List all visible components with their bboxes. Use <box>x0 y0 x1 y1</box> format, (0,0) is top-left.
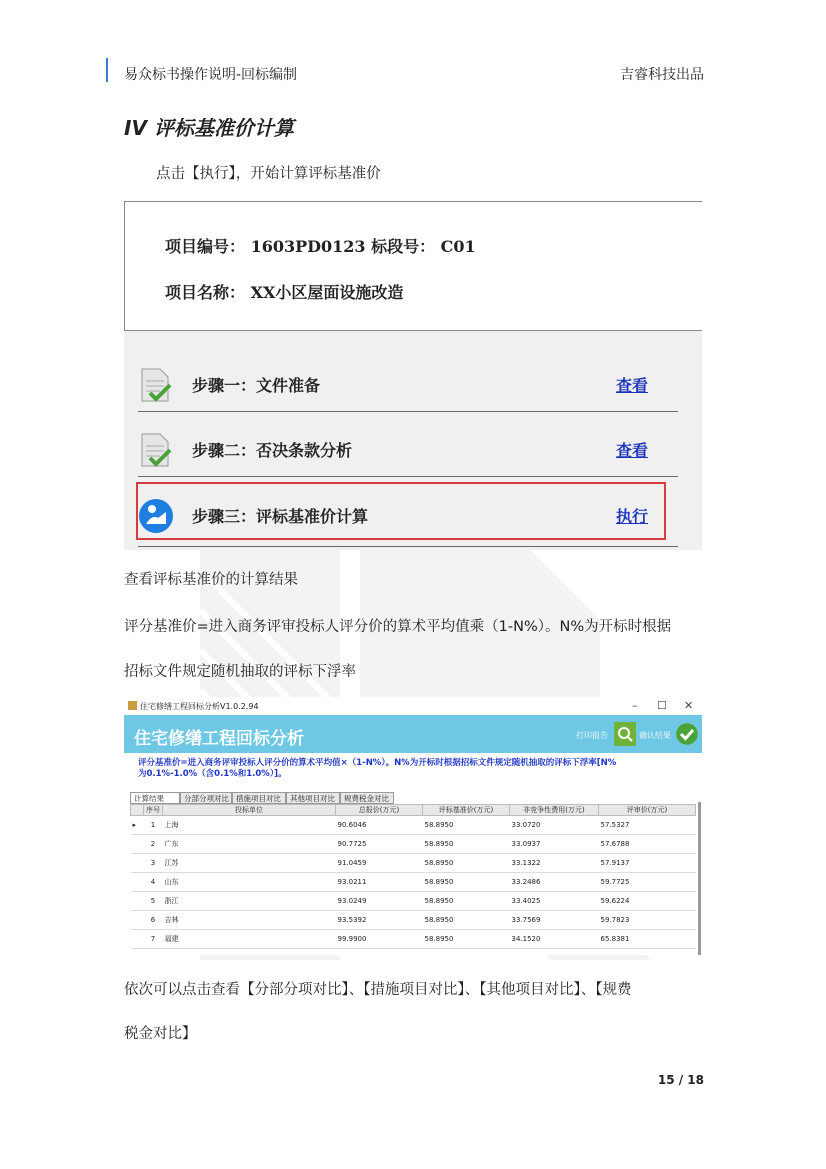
instruction-next-tabs-line2: 税金对比】 <box>124 1026 197 1042</box>
cell-review-price: 57.6788 <box>599 835 696 854</box>
tab-sub-item-compare[interactable]: 分部分项对比 <box>180 792 232 804</box>
cell-baseline: 58.8950 <box>423 930 510 949</box>
cell-noncompete: 34.1520 <box>510 930 599 949</box>
cell-total: 99.9900 <box>336 930 423 949</box>
cell-index: 5 <box>144 892 163 911</box>
cell-noncompete: 33.2486 <box>510 873 599 892</box>
formula-line1: 评分基准价=进入商务评审投标人评分价的算术平均值×（1-N%）。N%为开标时根据招标文件规定随机抽取的评标下浮率[N% <box>138 758 617 768</box>
cell-baseline: 58.8950 <box>423 911 510 930</box>
project-name-line: 项目名称： XX小区屋面设施改造 <box>165 283 404 302</box>
app-window-screenshot <box>124 697 702 955</box>
header-publisher: 吉睿科技出品 <box>620 67 704 83</box>
row-marker <box>131 911 144 930</box>
row-marker <box>131 835 144 854</box>
table-row[interactable] <box>131 892 696 911</box>
close-icon[interactable]: ✕ <box>684 699 694 712</box>
app-icon <box>128 701 137 710</box>
table-header-row <box>131 805 696 816</box>
tab-measure-compare[interactable]: 措施项目对比 <box>232 792 286 804</box>
minimize-icon[interactable]: – <box>632 699 638 712</box>
instruction-view-result: 查看评标基准价的计算结果 <box>124 572 298 588</box>
project-number-line: 项目编号： 1603PD0123 标段号： C01 <box>165 237 476 256</box>
cell-noncompete: 33.0937 <box>510 835 599 854</box>
cell-total: 91.0459 <box>336 854 423 873</box>
page-number: 15 / 18 <box>657 1073 704 1087</box>
cell-review-price: 59.7823 <box>599 911 696 930</box>
search-icon[interactable] <box>614 722 636 746</box>
cell-total: 93.0249 <box>336 892 423 911</box>
cell-bidder: 上海 <box>163 816 336 835</box>
column-header[interactable]: 评标基准价(万元) <box>423 805 510 816</box>
execute-link[interactable]: 执行 <box>615 507 648 526</box>
formula-description-line2: 招标文件规定随机抽取的评标下浮率 <box>124 664 356 680</box>
checkmark-icon[interactable] <box>676 723 698 745</box>
banner-title: 住宅修缮工程回标分析 <box>134 729 304 749</box>
header-doc-title: 易众标书操作说明-回标编制 <box>124 67 298 83</box>
cell-index: 2 <box>144 835 163 854</box>
cell-review-price: 57.5327 <box>599 816 696 835</box>
formula-text <box>138 758 616 780</box>
highlight-box <box>136 482 666 540</box>
cell-bidder: 浙江 <box>163 892 336 911</box>
view-link[interactable]: 查看 <box>615 441 648 460</box>
cell-noncompete: 33.4025 <box>510 892 599 911</box>
instruction-click-execute: 点击【执行】，开始计算评标基准价 <box>156 166 381 182</box>
row-marker <box>131 930 144 949</box>
section-title: IV 评标基准价计算 <box>124 116 294 140</box>
step-veto-analysis <box>138 420 678 476</box>
step-label: 步骤二：否决条款分析 <box>192 441 353 460</box>
cell-review-price: 57.9137 <box>599 854 696 873</box>
maximize-icon[interactable]: ☐ <box>657 699 667 712</box>
cell-bidder: 江苏 <box>163 854 336 873</box>
print-report-button[interactable]: 打印报告 <box>576 731 608 740</box>
document-check-icon <box>138 430 174 470</box>
column-header[interactable]: 非竞争性费用(万元) <box>510 805 599 816</box>
column-header[interactable]: 总报价(万元) <box>336 805 423 816</box>
cell-noncompete: 33.0720 <box>510 816 599 835</box>
cell-index: 6 <box>144 911 163 930</box>
document-check-icon <box>138 365 174 405</box>
project-info-box <box>124 201 702 331</box>
cell-total: 90.7725 <box>336 835 423 854</box>
divider <box>138 546 678 547</box>
result-table <box>130 804 696 949</box>
header-accent-bar <box>106 58 108 82</box>
cell-baseline: 58.8950 <box>423 816 510 835</box>
cell-total: 93.5392 <box>336 911 423 930</box>
cell-index: 3 <box>144 854 163 873</box>
formula-line2: 为0.1%-1.0%（含0.1%和1.0%）]。 <box>138 769 287 779</box>
cell-review-price: 59.6224 <box>599 892 696 911</box>
tab-fee-tax-compare[interactable]: 规费税金对比 <box>340 792 394 804</box>
instruction-next-tabs-line1: 依次可以点击查看【分部分项对比】、【措施项目对比】、【其他项目对比】、【规费 <box>124 982 632 998</box>
cell-index: 4 <box>144 873 163 892</box>
column-header[interactable]: 评审价(万元) <box>599 805 696 816</box>
row-marker <box>131 873 144 892</box>
column-header[interactable]: 序号 <box>144 805 163 816</box>
column-header[interactable]: 投标单位 <box>163 805 336 816</box>
row-marker <box>131 854 144 873</box>
cell-noncompete: 33.7569 <box>510 911 599 930</box>
cell-bidder: 福建 <box>163 930 336 949</box>
window-titlebar <box>124 697 702 715</box>
cell-baseline: 58.8950 <box>423 873 510 892</box>
cell-bidder: 吉林 <box>163 911 336 930</box>
view-link[interactable]: 查看 <box>615 376 648 395</box>
table-row[interactable] <box>131 873 696 892</box>
cell-bidder: 山东 <box>163 873 336 892</box>
table-row[interactable] <box>131 816 696 835</box>
cell-baseline: 58.8950 <box>423 835 510 854</box>
table-row[interactable] <box>131 930 696 949</box>
tab-calc-result[interactable]: 计算结果 <box>130 792 180 804</box>
cell-baseline: 58.8950 <box>423 854 510 873</box>
steps-screenshot <box>124 201 702 550</box>
cell-review-price: 59.7725 <box>599 873 696 892</box>
divider <box>138 411 678 412</box>
step-file-prep <box>138 355 678 411</box>
current-row-indicator: ▸ <box>131 816 144 835</box>
divider <box>138 476 678 477</box>
cell-index: 7 <box>144 930 163 949</box>
step-label: 步骤一：文件准备 <box>192 376 321 395</box>
row-marker-header <box>131 805 144 816</box>
row-marker <box>131 892 144 911</box>
step-label: 步骤三：评标基准价计算 <box>192 507 369 526</box>
cell-bidder: 广东 <box>163 835 336 854</box>
table-row[interactable] <box>131 911 696 930</box>
cell-total: 93.0211 <box>336 873 423 892</box>
cell-baseline: 58.8950 <box>423 892 510 911</box>
tab-other-compare[interactable]: 其他项目对比 <box>286 792 340 804</box>
confirm-result-button[interactable]: 确认结果 <box>639 731 671 740</box>
cell-total: 90.6046 <box>336 816 423 835</box>
cell-review-price: 65.8381 <box>599 930 696 949</box>
vertical-scrollbar[interactable] <box>698 802 701 955</box>
formula-description-line1: 评分基准价=进入商务评审投标人评分价的算术平均值乘（1-N%）。N%为开标时根据 <box>124 619 672 635</box>
app-banner <box>124 715 702 753</box>
cell-noncompete: 33.1322 <box>510 854 599 873</box>
window-title: 住宅修缮工程回标分析V1.0.2.94 <box>140 702 259 711</box>
cell-index: 1 <box>144 816 163 835</box>
table-row[interactable] <box>131 854 696 873</box>
table-row[interactable] <box>131 835 696 854</box>
